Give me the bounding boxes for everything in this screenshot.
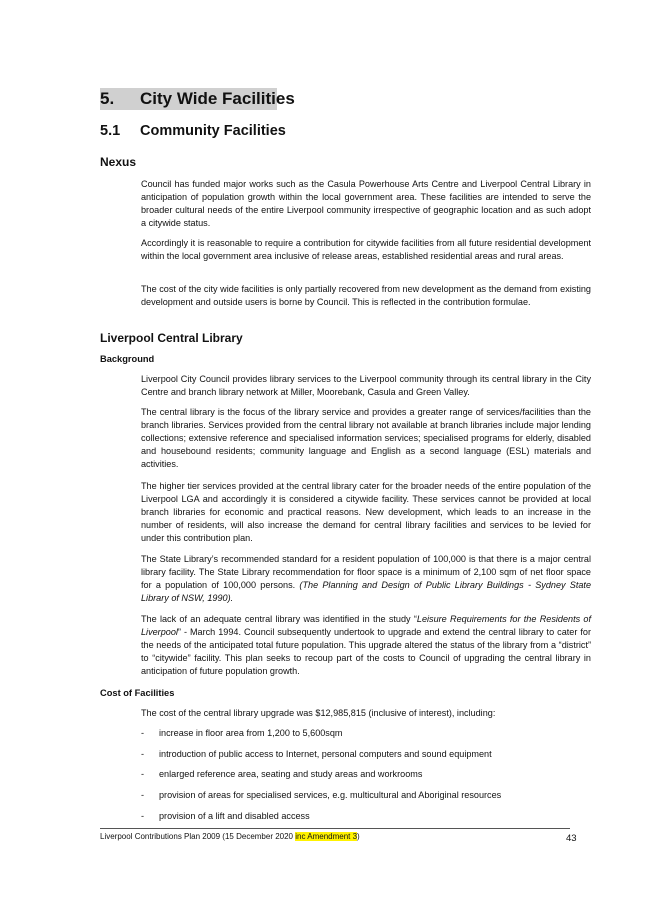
- library-paragraph-4-text: The State Library’s recommended standard for a resident population of 100,000 is that there is a major central library facility. The State Library recommendation for floor space is a minimum of 2,100 sqm of net floor space for a population of 100,000 persons.: [141, 554, 591, 591]
- library-paragraph-1: Liverpool City Council provides library services to the Liverpool community through its central library in the City Centre and branch library network at Miller, Moorebank, Casula and Green Valley.: [141, 374, 591, 398]
- background-heading: Background: [100, 354, 155, 364]
- page-number: 43: [566, 833, 577, 844]
- bullet-marker: -: [141, 728, 145, 738]
- bullet-marker: -: [141, 790, 145, 801]
- list-item: [141, 768, 591, 781]
- bullet-marker: -: [141, 810, 145, 821]
- list-item: [141, 789, 591, 802]
- library-paragraph-4: [141, 553, 591, 605]
- bullet-marker: -: [141, 748, 145, 759]
- nexus-paragraph-3: The cost of the city wide facilities is only partially recovered from new development as the demand from existing development and outside users is borne by Council. This is reflected in the contribution formulae.: [141, 284, 591, 308]
- cost-heading: Cost of Facilities: [100, 688, 175, 698]
- library-paragraph-2: The central library is the focus of the library service and provides a greater range of services/facilities than the branch libraries. Services provided from the central library not available at branch libraries include major lending collections; extensive reference and specialised information services; specialised programs for elderly, disabled and housebound residents; community language and English as a second language (ESL) materials and activities.: [141, 407, 591, 470]
- list-item: [141, 727, 591, 740]
- library-paragraph-5-end: ” - March 1994. Council subsequently undertook to upgrade and extend the central library to cater for the needs of the anticipated total future population. This upgrade altered the status of the library from a “district” to “citywide” facility. This plan seeks to recoup part of the costs to Council of upgrading the central library in anticipation of future population growth.: [141, 627, 591, 677]
- section-heading: [100, 88, 295, 110]
- nexus-heading: Nexus: [100, 155, 137, 169]
- list-item-text: provision of areas for specialised services, e.g. multicultural and Aboriginal resources: [159, 790, 502, 801]
- nexus-paragraph-1: Council has funded major works such as the Casula Powerhouse Arts Centre and Liverpool Central Library in anticipation of population growth within the local government area. These facilities are intended to serve the broader cultural needs of the entire Liverpool community irrespective of geographic location and as such adopt a citywide status.: [141, 179, 591, 229]
- library-paragraph-4-citation: (The Planning and Design of Public Library Buildings - Sydney State Library of NSW, 1990).: [141, 580, 592, 604]
- section-number: 5.: [100, 89, 115, 108]
- library-heading: Liverpool Central Library: [100, 331, 243, 345]
- footer-divider: [100, 828, 570, 829]
- library-paragraph-3: The higher tier services provided at the central library cater for the broader needs of the entire population of the Liverpool LGA and accordingly it is considered a citywide facility. These services cannot be provided at local branch libraries for economic and practical reasons. New development, which leads to an increase in the number of residents, will also increase the demand for central library facilities and services to be levied for under this contribution plan.: [141, 481, 591, 544]
- footer-close: ): [357, 832, 360, 841]
- bullet-marker: -: [141, 769, 145, 780]
- library-paragraph-5: [141, 613, 591, 678]
- subsection-title: Community Facilities: [140, 123, 286, 139]
- list-item: [141, 810, 591, 823]
- footer-title: Liverpool Contributions Plan 2009 (15 December 2020: [100, 832, 296, 841]
- list-item-text: enlarged reference area, seating and study areas and workrooms: [159, 769, 423, 780]
- cost-list: [141, 727, 591, 830]
- list-item: [141, 748, 591, 761]
- subsection-heading: [100, 123, 286, 139]
- list-item-text: introduction of public access to Internet, personal computers and sound equipment: [159, 748, 492, 759]
- footer-amendment-highlight: inc Amendment 3: [295, 832, 358, 841]
- list-item-text: increase in floor area from 1,200 to 5,600sqm: [159, 728, 343, 738]
- footer-text: [100, 831, 360, 842]
- nexus-paragraph-2: Accordingly it is reasonable to require a contribution for citywide facilities from all future residential development within the local government area inclusive of release areas, established residential areas and rural areas.: [141, 238, 591, 262]
- section-title: City Wide Facilities: [140, 89, 295, 108]
- list-item-text: provision of a lift and disabled access: [159, 810, 310, 821]
- library-paragraph-5-study-title: Leisure Requirements for the Residents of Liverpool: [141, 614, 591, 638]
- cost-intro: The cost of the central library upgrade was $12,985,815 (inclusive of interest), including:: [141, 708, 496, 718]
- subsection-number: 5.1: [100, 123, 121, 139]
- library-paragraph-5-start: The lack of an adequate central library was identified in the study “: [141, 614, 417, 624]
